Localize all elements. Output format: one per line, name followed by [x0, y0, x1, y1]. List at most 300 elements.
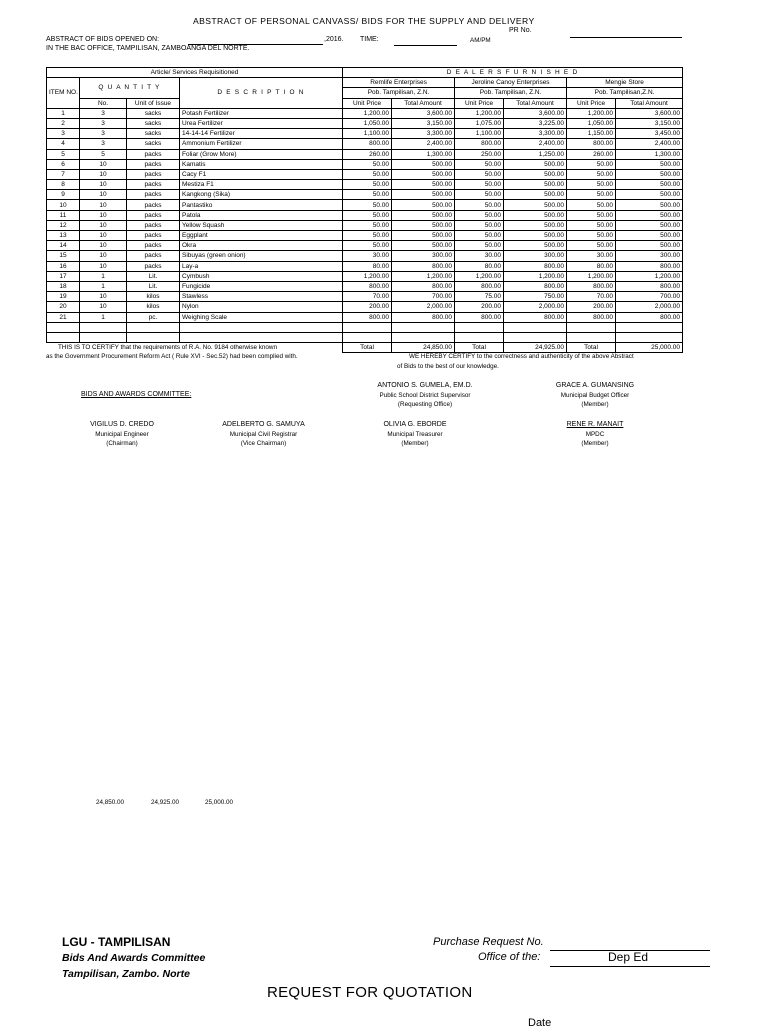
cell-t3: 500.00	[616, 210, 683, 220]
header-row-2	[47, 78, 683, 88]
cell-item: 15	[47, 251, 80, 261]
dealer-2-name: Jeroline Canoy Enterprises	[455, 78, 567, 88]
cell-p2: 80.00	[455, 261, 504, 271]
cell-p3: 50.00	[567, 220, 616, 230]
cell-t3: 800.00	[616, 312, 683, 322]
rfq-org-committee: Bids And Awards Committee	[62, 952, 206, 964]
cell-p2: 1,200.00	[455, 108, 504, 118]
certify-line-1: THIS IS TO CERTIFY that the requirements of R.A. No. 9184 otherwise known	[58, 344, 277, 351]
cell-t1: 500.00	[392, 220, 455, 230]
pr-no-label: PR No.	[509, 27, 532, 34]
cell-p1: 50.00	[343, 180, 392, 190]
signatory-eborde	[360, 420, 470, 449]
cell-unit: kilos	[127, 292, 180, 302]
cell-p2: 50.00	[455, 169, 504, 179]
unit-price-header-1: Unit Price	[343, 98, 392, 108]
cell-p2: 800.00	[455, 312, 504, 322]
cell-t2: 800.00	[504, 261, 567, 271]
cell-unit: sacks	[127, 139, 180, 149]
table-row	[47, 231, 683, 241]
cell-p3: 50.00	[567, 159, 616, 169]
signatory-name: GRACE A. GUMANSING	[555, 382, 635, 389]
total-amount-header-2: Total Amount	[504, 98, 567, 108]
cell-unit: packs	[127, 251, 180, 261]
cell-desc: Mestiza F1	[180, 180, 343, 190]
cell-t3: 1,200.00	[616, 271, 683, 281]
cell-t2: 500.00	[504, 180, 567, 190]
cell-desc: Nylon	[180, 302, 343, 312]
cell-item: 16	[47, 261, 80, 271]
bids-table	[46, 67, 683, 353]
signatory-role: (Member)	[581, 401, 609, 408]
table-row	[47, 118, 683, 128]
cell-t1: 500.00	[392, 190, 455, 200]
cell-t1: 500.00	[392, 169, 455, 179]
cell-t2: 500.00	[504, 210, 567, 220]
no-header: No.	[80, 98, 127, 108]
bac-label	[81, 391, 191, 398]
cell-t2: 500.00	[504, 241, 567, 251]
total-value: 24,925.00	[504, 343, 567, 353]
rfq-office-label: Office of the:	[478, 951, 541, 963]
cell-p3: 80.00	[567, 261, 616, 271]
cell-empty	[180, 322, 343, 332]
cell-desc: 14-14-14 Fertilizer	[180, 129, 343, 139]
cell-empty	[392, 332, 455, 342]
cell-unit: packs	[127, 190, 180, 200]
document-title: ABSTRACT OF PERSONAL CANVASS/ BIDS FOR THE SUPPLY AND DELIVERY	[193, 16, 535, 26]
cell-no: 10	[80, 180, 127, 190]
total-label: Total	[455, 343, 504, 353]
rfq-title: REQUEST FOR QUOTATION	[267, 984, 473, 1001]
cell-t2: 1,200.00	[504, 271, 567, 281]
cell-p2: 250.00	[455, 149, 504, 159]
cell-no: 10	[80, 302, 127, 312]
cell-t2: 500.00	[504, 231, 567, 241]
cell-no: 10	[80, 251, 127, 261]
cell-no: 3	[80, 139, 127, 149]
cell-p1: 800.00	[343, 139, 392, 149]
cell-t2: 300.00	[504, 251, 567, 261]
cell-unit: packs	[127, 231, 180, 241]
cell-item: 13	[47, 231, 80, 241]
cell-desc: Stawless	[180, 292, 343, 302]
total-value: 24,850.00	[392, 343, 455, 353]
cell-t1: 500.00	[392, 210, 455, 220]
empty-row	[47, 332, 683, 342]
cell-item: 3	[47, 129, 80, 139]
cell-desc: Potash Fertilizer	[180, 108, 343, 118]
cell-desc: Sibuyas (green onion)	[180, 251, 343, 261]
cell-p1: 50.00	[343, 241, 392, 251]
signatory-role: (Member)	[401, 440, 429, 447]
cell-no: 1	[80, 271, 127, 281]
cell-p2: 800.00	[455, 139, 504, 149]
cell-t2: 800.00	[504, 312, 567, 322]
table-row	[47, 129, 683, 139]
signatory-title: MPDC	[585, 430, 605, 438]
cell-unit: packs	[127, 200, 180, 210]
cell-p1: 800.00	[343, 281, 392, 291]
cell-no: 10	[80, 241, 127, 251]
cell-p2: 1,075.00	[455, 118, 504, 128]
unit-header: Unit of Issue	[127, 98, 180, 108]
cell-p3: 200.00	[567, 302, 616, 312]
cell-empty	[567, 332, 616, 342]
cell-no: 5	[80, 149, 127, 159]
cell-p1: 1,200.00	[343, 271, 392, 281]
cell-t1: 3,150.00	[392, 118, 455, 128]
unit-price-header-2: Unit Price	[455, 98, 504, 108]
table-row	[47, 220, 683, 230]
rfq-cut-date: Date	[528, 1017, 552, 1029]
cell-p2: 1,200.00	[455, 271, 504, 281]
header-row-1	[47, 68, 683, 78]
item-no-header: ITEM NO.	[47, 78, 80, 109]
cell-no: 10	[80, 292, 127, 302]
cell-p3: 70.00	[567, 292, 616, 302]
cell-no: 10	[80, 231, 127, 241]
cell-p3: 260.00	[567, 149, 616, 159]
article-header: Article/ Services Requisitioned	[47, 68, 343, 78]
dealers-header: D E A L E R S F U R N I S H E D	[343, 68, 683, 78]
cell-t1: 700.00	[392, 292, 455, 302]
cell-desc: Okra	[180, 241, 343, 251]
cell-desc: Lay-a	[180, 261, 343, 271]
signatory-title: Municipal Budget Officer	[560, 391, 630, 399]
cell-t3: 500.00	[616, 231, 683, 241]
table-row	[47, 241, 683, 251]
signatory-title: Public School District Supervisor	[379, 391, 471, 399]
cell-unit: sacks	[127, 118, 180, 128]
opened-on-label: ABSTRACT OF BIDS OPENED ON:	[46, 36, 160, 43]
cell-t2: 3,600.00	[504, 108, 567, 118]
cell-p2: 50.00	[455, 159, 504, 169]
cell-item: 7	[47, 169, 80, 179]
cell-p1: 800.00	[343, 312, 392, 322]
cell-t2: 500.00	[504, 169, 567, 179]
cell-p2: 800.00	[455, 281, 504, 291]
signatory-name: RENE R. MANAIT	[566, 421, 624, 428]
signatory-name: VIGILUS D. CREDO	[90, 421, 154, 428]
cell-no: 10	[80, 159, 127, 169]
cell-empty	[616, 322, 683, 332]
time-line	[394, 45, 457, 46]
cell-p1: 1,200.00	[343, 108, 392, 118]
table-row	[47, 180, 683, 190]
rfq-office-value: Dep Ed	[608, 950, 649, 964]
cell-p1: 70.00	[343, 292, 392, 302]
total-label: Total	[343, 343, 392, 353]
cell-t1: 800.00	[392, 261, 455, 271]
cell-t3: 500.00	[616, 190, 683, 200]
cell-unit: packs	[127, 159, 180, 169]
cell-t3: 500.00	[616, 169, 683, 179]
cell-item: 21	[47, 312, 80, 322]
cell-p1: 50.00	[343, 159, 392, 169]
cell-unit: packs	[127, 180, 180, 190]
total-amount-header-3: Total Amount	[616, 98, 683, 108]
table-row	[47, 261, 683, 271]
table-row	[47, 292, 683, 302]
signatory-title: Municipal Civil Registrar	[229, 430, 298, 438]
cell-desc: Cacy F1	[180, 169, 343, 179]
cell-t2: 500.00	[504, 159, 567, 169]
cell-t1: 3,600.00	[392, 108, 455, 118]
cell-no: 3	[80, 118, 127, 128]
cell-empty	[567, 322, 616, 332]
signatory-credo	[72, 420, 172, 449]
cell-t2: 1,250.00	[504, 149, 567, 159]
cell-item: 4	[47, 139, 80, 149]
cell-t3: 500.00	[616, 241, 683, 251]
cell-p1: 50.00	[343, 190, 392, 200]
cell-t3: 3,450.00	[616, 129, 683, 139]
cell-t1: 3,300.00	[392, 129, 455, 139]
cell-item: 20	[47, 302, 80, 312]
signatory-role: (Vice Chairman)	[240, 440, 287, 447]
cell-p2: 50.00	[455, 241, 504, 251]
cell-p2: 50.00	[455, 190, 504, 200]
signatory-name: OLIVIA G. EBORDE	[383, 421, 447, 428]
cell-unit: packs	[127, 149, 180, 159]
cell-p3: 50.00	[567, 241, 616, 251]
cell-t3: 700.00	[616, 292, 683, 302]
cell-t2: 500.00	[504, 190, 567, 200]
cell-desc: Kamatis	[180, 159, 343, 169]
table-row	[47, 302, 683, 312]
cell-empty	[455, 332, 504, 342]
cell-p3: 50.00	[567, 200, 616, 210]
cell-t2: 3,300.00	[504, 129, 567, 139]
cell-item: 5	[47, 149, 80, 159]
cell-p3: 1,050.00	[567, 118, 616, 128]
cell-empty	[47, 322, 80, 332]
cell-p3: 50.00	[567, 169, 616, 179]
cell-p1: 50.00	[343, 210, 392, 220]
cell-no: 10	[80, 200, 127, 210]
cell-p2: 50.00	[455, 200, 504, 210]
pr-no-line	[570, 37, 682, 38]
cell-p1: 1,100.00	[343, 129, 392, 139]
cell-empty	[343, 332, 392, 342]
cell-t1: 1,300.00	[392, 149, 455, 159]
cell-p2: 50.00	[455, 231, 504, 241]
cell-p1: 50.00	[343, 200, 392, 210]
dealer-1-address: Pob. Tampilisan, Z.N.	[343, 88, 455, 98]
cell-t3: 300.00	[616, 251, 683, 261]
summary-total-2: 24,925.00	[151, 799, 180, 806]
cell-desc: Urea Fertilizer	[180, 118, 343, 128]
certify-line-4: of Bids to the best of our knowledge.	[397, 363, 499, 370]
signatory-name: ANTONIO S. GUMELA, EM.D.	[377, 382, 473, 389]
cell-t3: 3,150.00	[616, 118, 683, 128]
header-row-4	[47, 98, 683, 108]
cell-p1: 260.00	[343, 149, 392, 159]
cell-item: 19	[47, 292, 80, 302]
cell-p2: 200.00	[455, 302, 504, 312]
signatory-gumansing	[540, 381, 650, 410]
quantity-header: Q U A N T I T Y	[80, 78, 180, 98]
rfq-org-address: Tampilisan, Zambo. Norte	[62, 968, 190, 980]
cell-t2: 500.00	[504, 220, 567, 230]
cell-p2: 50.00	[455, 210, 504, 220]
cell-desc: Cymbush	[180, 271, 343, 281]
cell-p3: 800.00	[567, 139, 616, 149]
cell-unit: sacks	[127, 108, 180, 118]
cell-empty	[127, 322, 180, 332]
time-label: TIME:	[360, 36, 379, 43]
cell-desc: Patola	[180, 210, 343, 220]
signatory-title: Municipal Engineer	[95, 430, 149, 438]
cell-desc: Weighing Scale	[180, 312, 343, 322]
cell-t1: 500.00	[392, 159, 455, 169]
cell-p3: 1,150.00	[567, 129, 616, 139]
unit-price-header-3: Unit Price	[567, 98, 616, 108]
location-text: IN THE BAC OFFICE, TAMPILISAN, ZAMBOANGA DEL NORTE.	[46, 45, 250, 52]
cell-t1: 800.00	[392, 312, 455, 322]
cell-no: 10	[80, 261, 127, 271]
cell-p1: 50.00	[343, 220, 392, 230]
certify-line-2: as the Government Procurement Reform Act ( Rule XVI - Sec.52) had been complied with.	[46, 353, 298, 360]
cell-unit: kilos	[127, 302, 180, 312]
dealer-3-address: Pob. Tampilisan,Z.N.	[567, 88, 683, 98]
cell-desc: Eggplant	[180, 231, 343, 241]
cell-t3: 500.00	[616, 200, 683, 210]
cell-p1: 30.00	[343, 251, 392, 261]
cell-t1: 500.00	[392, 231, 455, 241]
table-row	[47, 159, 683, 169]
cell-p1: 1,050.00	[343, 118, 392, 128]
signatory-role: (Chairman)	[106, 440, 138, 447]
cell-p3: 30.00	[567, 251, 616, 261]
cell-no: 3	[80, 108, 127, 118]
cell-t2: 3,225.00	[504, 118, 567, 128]
cell-p3: 1,200.00	[567, 108, 616, 118]
cell-t3: 500.00	[616, 159, 683, 169]
cell-t1: 500.00	[392, 200, 455, 210]
cell-empty	[180, 332, 343, 342]
table-row	[47, 312, 683, 322]
cell-empty	[455, 322, 504, 332]
total-amount-header-1: Total Amount	[392, 98, 455, 108]
cell-p1: 50.00	[343, 231, 392, 241]
cell-p3: 800.00	[567, 281, 616, 291]
cell-no: 3	[80, 129, 127, 139]
table-row	[47, 271, 683, 281]
empty-row	[47, 322, 683, 332]
dealer-2-address: Pob. Tampilisan, Z.N.	[455, 88, 567, 98]
cell-no: 10	[80, 190, 127, 200]
cell-unit: packs	[127, 220, 180, 230]
cell-item: 9	[47, 190, 80, 200]
cell-t2: 500.00	[504, 200, 567, 210]
cell-p2: 75.00	[455, 292, 504, 302]
cell-t2: 2,000.00	[504, 302, 567, 312]
rfq-org-name: LGU - TAMPILISAN	[62, 935, 171, 949]
cell-t1: 2,000.00	[392, 302, 455, 312]
table-row	[47, 190, 683, 200]
cell-t3: 500.00	[616, 180, 683, 190]
table-row	[47, 281, 683, 291]
summary-total-1: 24,850.00	[96, 799, 125, 806]
cell-item: 11	[47, 210, 80, 220]
total-label: Total	[567, 343, 616, 353]
cell-p3: 50.00	[567, 190, 616, 200]
cell-empty	[504, 322, 567, 332]
signatory-samuya	[206, 420, 321, 449]
rfq-pr-label: Purchase Request No.	[433, 936, 544, 948]
cell-t1: 2,400.00	[392, 139, 455, 149]
cell-p3: 1,200.00	[567, 271, 616, 281]
signatory-gumela	[365, 381, 485, 410]
table-row	[47, 108, 683, 118]
cell-t1: 500.00	[392, 180, 455, 190]
cell-item: 17	[47, 271, 80, 281]
cell-item: 2	[47, 118, 80, 128]
cell-p3: 800.00	[567, 312, 616, 322]
table-row	[47, 251, 683, 261]
cell-item: 14	[47, 241, 80, 251]
cell-t1: 500.00	[392, 241, 455, 251]
total-value: 25,000.00	[616, 343, 683, 353]
dealer-3-name: Mengie Store	[567, 78, 683, 88]
cell-p2: 30.00	[455, 251, 504, 261]
cell-t2: 750.00	[504, 292, 567, 302]
cell-unit: Lit.	[127, 271, 180, 281]
cell-no: 10	[80, 220, 127, 230]
table-row	[47, 149, 683, 159]
cell-unit: sacks	[127, 129, 180, 139]
cell-desc: Ammonium Fertilizer	[180, 139, 343, 149]
cell-desc: Kangkong (Sika)	[180, 190, 343, 200]
certify-line-3: WE HEREBY CERTIFY to the correctness and authenticity of the above Abstract	[409, 353, 634, 360]
signatory-name: ADELBERTO G. SAMUYA	[222, 421, 305, 428]
cell-item: 10	[47, 200, 80, 210]
ampm-label: AM/PM	[470, 37, 491, 44]
cell-p1: 80.00	[343, 261, 392, 271]
signatory-title: Municipal Treasurer	[387, 430, 443, 438]
cell-t3: 2,400.00	[616, 139, 683, 149]
cell-desc: Yellow Squash	[180, 220, 343, 230]
year-text: ,2016.	[324, 36, 344, 43]
cell-t1: 300.00	[392, 251, 455, 261]
cell-t2: 2,400.00	[504, 139, 567, 149]
cell-empty	[392, 322, 455, 332]
cell-empty	[343, 322, 392, 332]
table-row	[47, 139, 683, 149]
cell-item: 18	[47, 281, 80, 291]
cell-empty	[616, 332, 683, 342]
cell-unit: pc.	[127, 312, 180, 322]
cell-t3: 3,600.00	[616, 108, 683, 118]
cell-t3: 1,300.00	[616, 149, 683, 159]
cell-t3: 800.00	[616, 261, 683, 271]
cell-item: 1	[47, 108, 80, 118]
signatory-manait	[545, 420, 645, 449]
cell-p1: 200.00	[343, 302, 392, 312]
cell-unit: packs	[127, 169, 180, 179]
cell-t2: 800.00	[504, 281, 567, 291]
cell-desc: Pantastiko	[180, 200, 343, 210]
summary-total-3: 25,000.00	[205, 799, 234, 806]
cell-item: 6	[47, 159, 80, 169]
cell-empty	[504, 332, 567, 342]
table-row	[47, 169, 683, 179]
cell-item: 8	[47, 180, 80, 190]
description-header: D E S C R I P T I O N	[180, 78, 343, 109]
table-row	[47, 200, 683, 210]
